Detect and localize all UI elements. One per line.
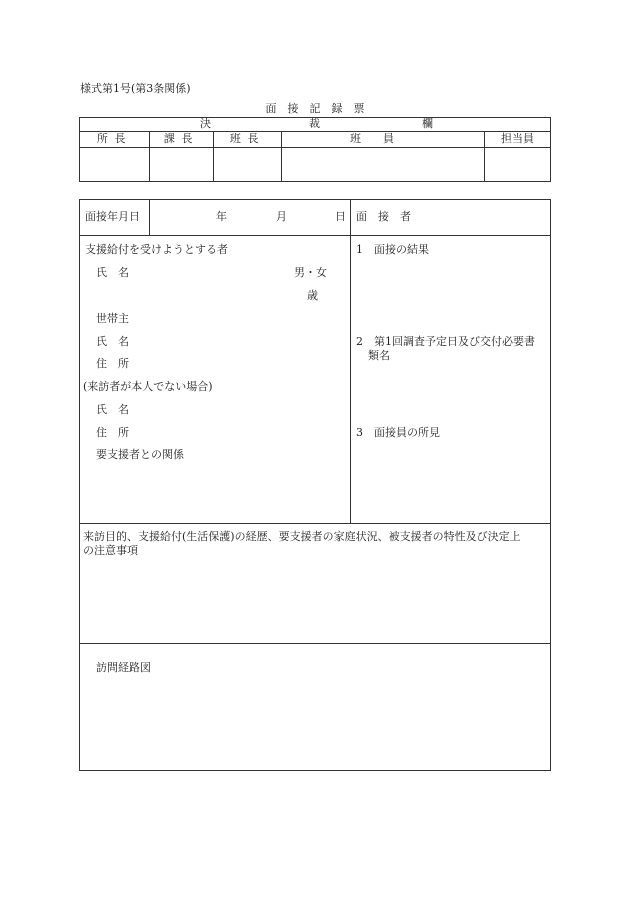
column-staff-in-charge: 担当員 xyxy=(501,132,534,145)
interview-result-label: 1 面接の結果 xyxy=(356,243,429,256)
household-name-label: 氏 名 xyxy=(96,335,129,348)
non-self-visitor-note: (来訪者が本人でない場合) xyxy=(83,380,213,393)
visit-purpose-label: 来訪目的、支援給付(生活保護)の経歴、要支援者の家庭状況、被支援者の特性及び決定上 xyxy=(83,530,521,543)
visitor-name-label: 氏 名 xyxy=(96,403,129,416)
date-year-label: 年 xyxy=(216,210,227,223)
interviewer-opinion-label: 3 面接員の所見 xyxy=(356,426,440,439)
approval-header-ketsu: 決 xyxy=(200,117,211,130)
applicant-heading: 支援給付を受けようとする者 xyxy=(85,243,228,256)
household-address-label: 住 所 xyxy=(96,357,129,370)
relation-label: 要支援者との関係 xyxy=(96,448,184,461)
interviewer-label: 面 接 者 xyxy=(356,210,411,223)
column-chief: 所長 xyxy=(96,132,133,145)
route-map-label: 訪問経路図 xyxy=(96,661,151,674)
date-month-label: 月 xyxy=(276,210,287,223)
date-day-label: 日 xyxy=(335,210,346,223)
form-label: 様式第1号(第3条関係) xyxy=(80,82,191,95)
household-head-label: 世帯主 xyxy=(96,312,129,325)
gender-label: 男・女 xyxy=(294,266,327,279)
interview-date-label: 面接年月日 xyxy=(85,210,140,223)
approval-header-sai: 裁 xyxy=(309,117,320,130)
column-team-leader: 班長 xyxy=(229,132,266,145)
visit-purpose-label-cont: の注意事項 xyxy=(83,544,138,557)
age-label: 歳 xyxy=(307,289,318,302)
column-section-chief: 課長 xyxy=(163,132,200,145)
survey-date-label: 2 第1回調査予定日及び交付必要書 xyxy=(356,335,535,348)
column-team-member: 班員 xyxy=(350,132,416,145)
visitor-address-label: 住 所 xyxy=(96,426,129,439)
survey-date-label-cont: 類名 xyxy=(368,349,390,362)
page-title: 面 接 記 録 票 xyxy=(265,102,365,115)
approval-header-ran: 欄 xyxy=(422,117,433,130)
applicant-name-label: 氏 名 xyxy=(96,266,129,279)
